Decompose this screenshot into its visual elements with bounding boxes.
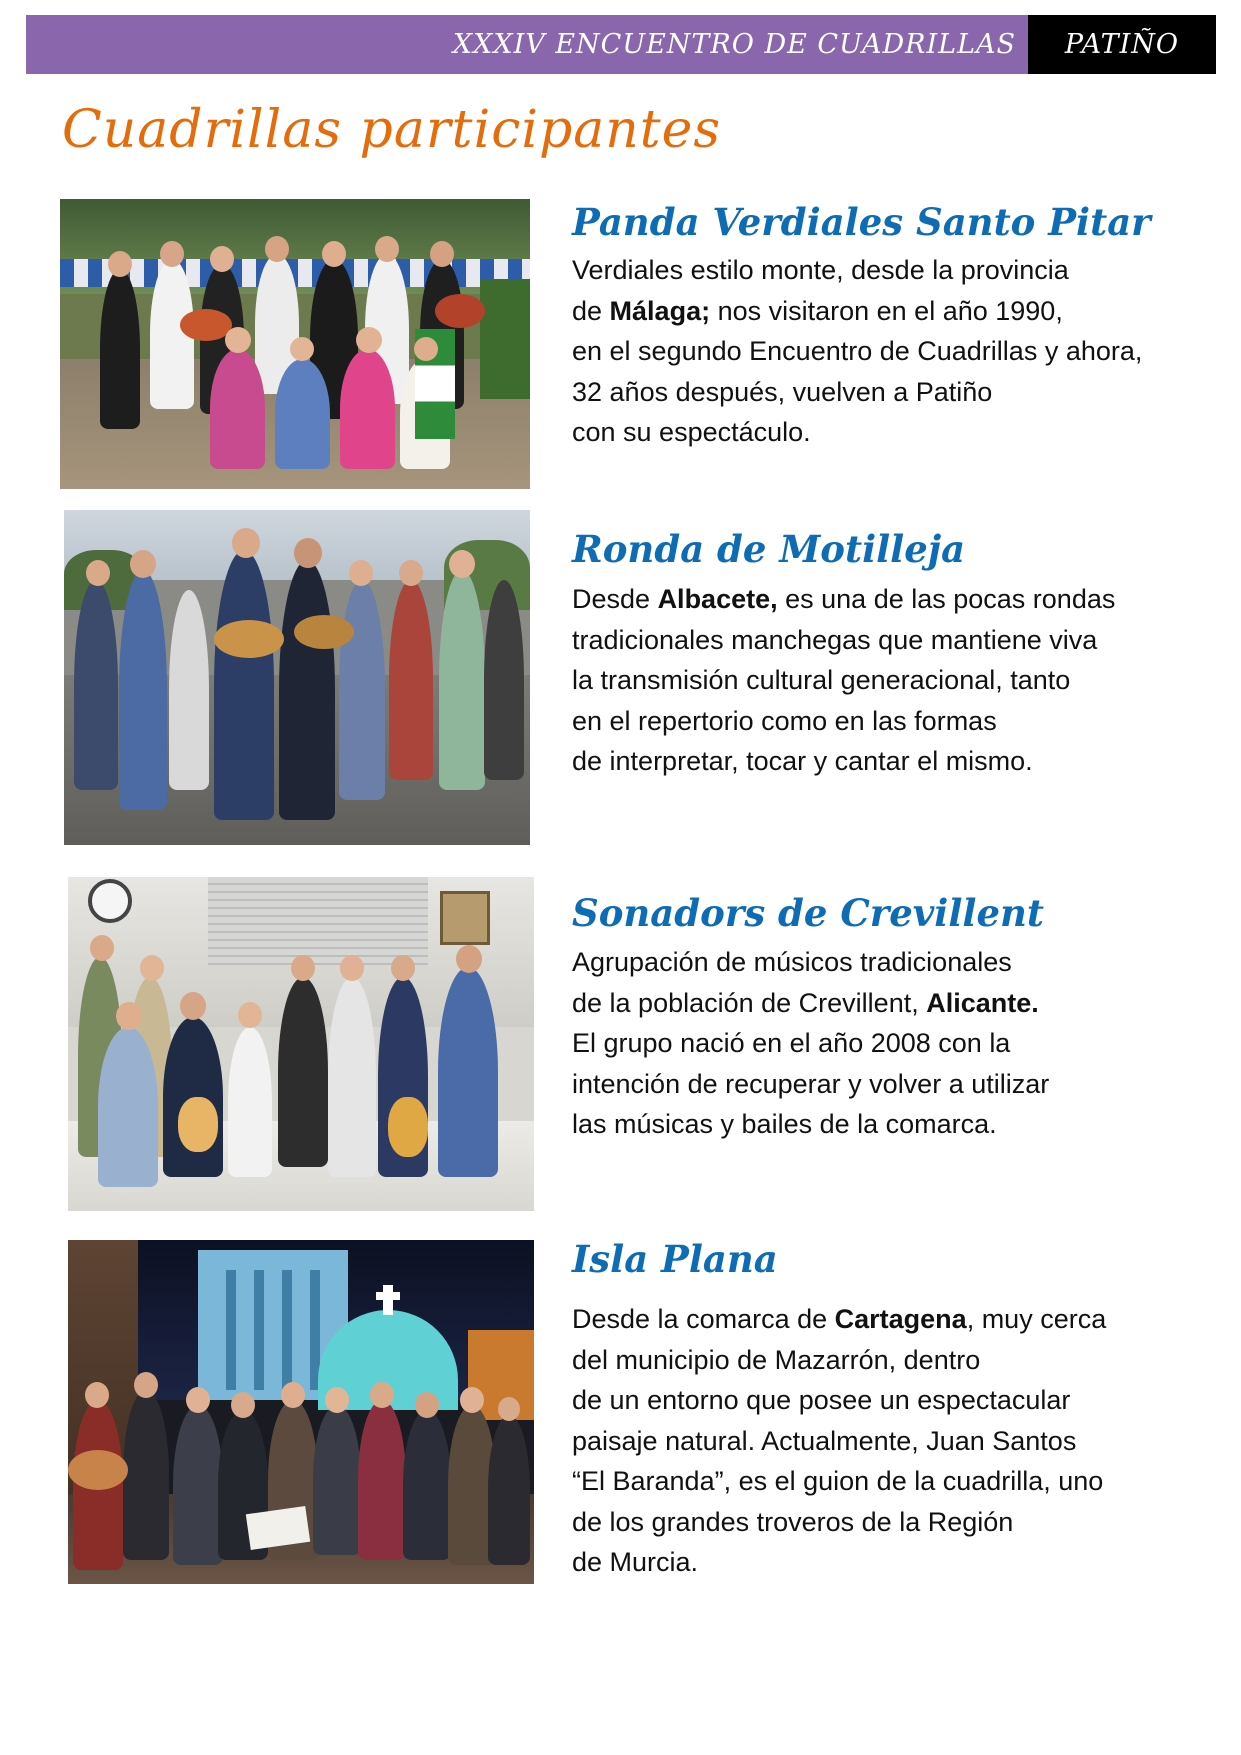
page-title: Cuadrillas participantes: [62, 100, 722, 160]
group-description-sonadors-crevillent: [572, 942, 1049, 1145]
header-bar: [26, 15, 1216, 74]
text-line: en el repertorio como en las formas: [572, 705, 997, 736]
group-title-sonadors-crevillent: Sonadors de Crevillent: [572, 891, 1045, 935]
group-description-isla-plana: [572, 1299, 1106, 1583]
text-line: de Murcia.: [572, 1547, 699, 1577]
bold-place: Alicante.: [926, 987, 1039, 1018]
text-line: las músicas y bailes de la comarca.: [572, 1109, 997, 1139]
text-line: 32 años después, vuelven a Patiño: [572, 376, 993, 407]
text-line: tradicionales manchegas que mantiene viva: [572, 624, 1098, 655]
group-title-ronda-motilleja: Ronda de Motilleja: [572, 527, 966, 571]
text-line: en el segundo Encuentro de Cuadrillas y ahora,: [572, 336, 1143, 366]
text-line: de interpretar, tocar y cantar el mismo.: [572, 746, 1033, 776]
group-title-isla-plana: Isla Plana: [572, 1237, 778, 1281]
text-line: de Málaga; nos visitaron en el año 1990,: [572, 295, 1063, 326]
text-line: “El Baranda”, es el guion de la cuadrilla, uno: [572, 1466, 1104, 1496]
text-line: de un entorno que posee un espectacular: [572, 1385, 1071, 1415]
text-line: de la población de Crevillent, Alicante.: [572, 987, 1039, 1018]
town-tag: PATIÑO: [1028, 15, 1216, 74]
photo-panda-verdiales: [60, 199, 530, 489]
text-line: Verdiales estilo monte, desde la provincia: [572, 255, 1069, 285]
text-line: Desde Albacete, es una de las pocas rondas: [572, 584, 1116, 614]
photo-sonadors-crevillent: [68, 877, 534, 1211]
text-line: paisaje natural. Actualmente, Juan Santos: [572, 1425, 1077, 1456]
group-description-ronda-motilleja: [572, 579, 1115, 782]
text-line: El grupo nació en el año 2008 con la: [572, 1028, 1011, 1058]
text-line: la transmisión cultural generacional, tanto: [572, 665, 1071, 695]
group-description-panda-verdiales: [572, 250, 1142, 453]
text-line: Desde la comarca de Cartagena, muy cerca: [572, 1304, 1107, 1334]
event-title: XXXIV ENCUENTRO DE CUADRILLAS: [26, 15, 1028, 74]
bold-place: Málaga;: [609, 295, 711, 326]
photo-isla-plana: [68, 1240, 534, 1584]
bold-place: Albacete,: [657, 584, 778, 614]
photo-ronda-motilleja: [64, 510, 530, 845]
text-line: con su espectáculo.: [572, 417, 811, 447]
text-line: de los grandes troveros de la Región: [572, 1506, 1014, 1537]
group-title-panda-verdiales: Panda Verdiales Santo Pitar: [572, 200, 1151, 244]
text-line: Agrupación de músicos tradicionales: [572, 947, 1012, 977]
bold-place: Cartagena: [834, 1304, 967, 1334]
text-line: del municipio de Mazarrón, dentro: [572, 1344, 981, 1375]
text-line: intención de recuperar y volver a utilizar: [572, 1068, 1050, 1099]
